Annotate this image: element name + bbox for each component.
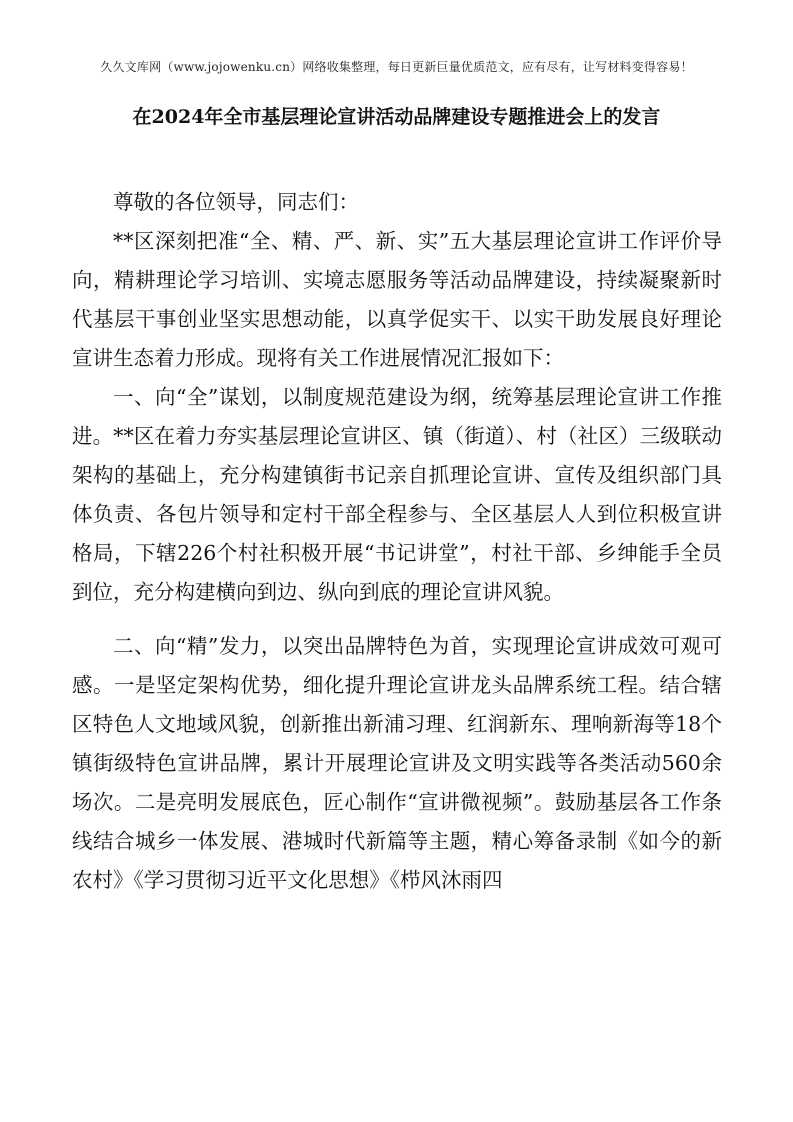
header-note: 久久文库网（www.jojowenku.cn）网络收集整理，每日更新巨量优质范文，应有尽有，让写材料变得容易！ xyxy=(100,60,693,74)
body-paragraph: **区深刻把准“全、精、严、新、实”五大基层理论宣讲工作评价导向，精耕理论学习培训、实境志愿服务等活动品牌建设，持续凝聚新时代基层干事创业坚实思想动能，以真学促实干、以实干助发展良好理论宣讲生态着力形成。现将有关工作进展情况汇报如下： xyxy=(72,229,722,370)
greeting: 尊敬的各位领导，同志们： xyxy=(113,190,359,214)
document-title: 在2024年全市基层理论宣讲活动品牌建设专题推进会上的发言 xyxy=(132,106,661,128)
document-body xyxy=(72,183,722,900)
body-paragraph: 一、向“全”谋划，以制度规范建设为纲，统筹基层理论宣讲工作推进。**区在着力夯实基层理论宣讲区、镇（街道）、村（社区）三级联动架构的基础上，充分构建镇街书记亲自抓理论宣讲、宣传及组织部门具体负责、各包片领导和定村干部全程参与、全区基层人人到位积极宣讲格局，下辖226个村社积极开展“书记讲堂”，村社干部、乡绅能手全员到位，充分构建横向到边、纵向到底的理论宣讲风貌。 xyxy=(72,385,722,604)
body-paragraph: 二、向“精”发力，以突出品牌特色为首，实现理论宣讲成效可观可感。一是坚定架构优势，细化提升理论宣讲龙头品牌系统工程。结合辖区特色人文地域风貌，创新推出新浦习理、红润新东、理响新海等18个镇街级特色宣讲品牌，累计开展理论宣讲及文明实践等各类活动560余场次。二是亮明发展底色，匠心制作“宣讲微视频”。鼓励基层各工作条线结合城乡一体发展、港城时代新篇等主题，精心筹备录制《如今的新农村》《学习贯彻习近平文化思想》《栉风沐雨四 xyxy=(72,634,722,892)
